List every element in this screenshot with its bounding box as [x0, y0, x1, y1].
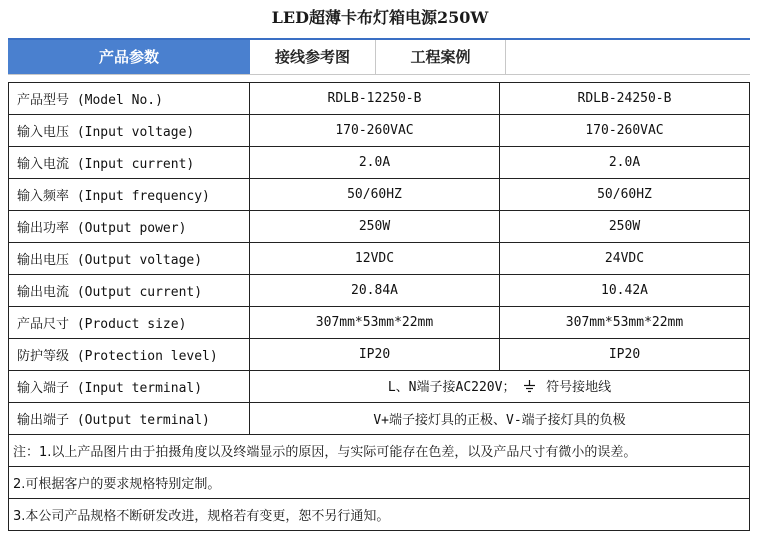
tab-project-cases[interactable]: 工程案例 — [376, 40, 506, 74]
spec-value: RDLB-24250-B — [500, 83, 750, 115]
table-row-output-terminal — [9, 403, 750, 435]
spec-value: 50/60HZ — [500, 179, 750, 211]
spec-value: 2.0A — [250, 147, 500, 179]
table-row — [9, 115, 750, 147]
page-title: LED超薄卡布灯箱电源250W — [271, 8, 489, 27]
spec-value: 50/60HZ — [250, 179, 500, 211]
spec-value: RDLB-12250-B — [250, 83, 500, 115]
table-row-input-terminal — [9, 371, 750, 403]
spec-value: IP20 — [250, 339, 500, 371]
tab-wiring-diagram[interactable]: 接线参考图 — [250, 40, 376, 74]
table-row — [9, 243, 750, 275]
input-terminal-text-after: 符号接地线 — [546, 380, 612, 395]
spec-value: 307mm*53mm*22mm — [500, 307, 750, 339]
spec-value: 307mm*53mm*22mm — [250, 307, 500, 339]
table-row — [9, 83, 750, 115]
note-row — [9, 499, 750, 531]
table-row — [9, 179, 750, 211]
spec-label: 输出电流 (Output current) — [9, 275, 250, 307]
input-terminal-text: L、N端子接AC220V； — [387, 380, 516, 395]
note-1: 注：1.以上产品图片由于拍摄角度以及终端显示的原因，与实际可能存在色差，以及产品尺寸有微小的误差。 — [9, 435, 750, 467]
ground-icon — [523, 380, 536, 397]
spec-label: 产品型号 (Model No.) — [9, 83, 250, 115]
input-terminal-value — [250, 371, 750, 403]
spec-label: 输入频率 (Input frequency) — [9, 179, 250, 211]
tab-bar — [8, 38, 750, 75]
spec-value: 250W — [500, 211, 750, 243]
tab-product-params[interactable]: 产品参数 — [8, 40, 250, 74]
spec-value: 170-260VAC — [250, 115, 500, 147]
tab-bar-spacer — [506, 40, 750, 74]
spec-table — [8, 82, 750, 531]
spec-value: 2.0A — [500, 147, 750, 179]
spec-value: 24VDC — [500, 243, 750, 275]
table-row — [9, 211, 750, 243]
note-row — [9, 435, 750, 467]
table-row — [9, 339, 750, 371]
spec-label: 输入电流 (Input current) — [9, 147, 250, 179]
table-row — [9, 307, 750, 339]
spec-label: 输出端子 (Output terminal) — [9, 403, 250, 435]
spec-label: 输入电压 (Input voltage) — [9, 115, 250, 147]
note-row — [9, 467, 750, 499]
spec-value: 250W — [250, 211, 500, 243]
output-terminal-value: V+端子接灯具的正极、V-端子接灯具的负极 — [250, 403, 750, 435]
note-3: 3.本公司产品规格不断研发改进，规格若有变更，恕不另行通知。 — [9, 499, 750, 531]
note-2: 2.可根据客户的要求规格特别定制。 — [9, 467, 750, 499]
spec-value: 20.84A — [250, 275, 500, 307]
spec-value: IP20 — [500, 339, 750, 371]
spec-label: 输出电压 (Output voltage) — [9, 243, 250, 275]
spec-label: 输出功率 (Output power) — [9, 211, 250, 243]
spec-label: 产品尺寸 (Product size) — [9, 307, 250, 339]
table-row — [9, 147, 750, 179]
spec-value: 170-260VAC — [500, 115, 750, 147]
spec-value: 12VDC — [250, 243, 500, 275]
table-row — [9, 275, 750, 307]
spec-label: 输入端子 (Input terminal) — [9, 371, 250, 403]
spec-label: 防护等级 (Protection level) — [9, 339, 250, 371]
spec-value: 10.42A — [500, 275, 750, 307]
